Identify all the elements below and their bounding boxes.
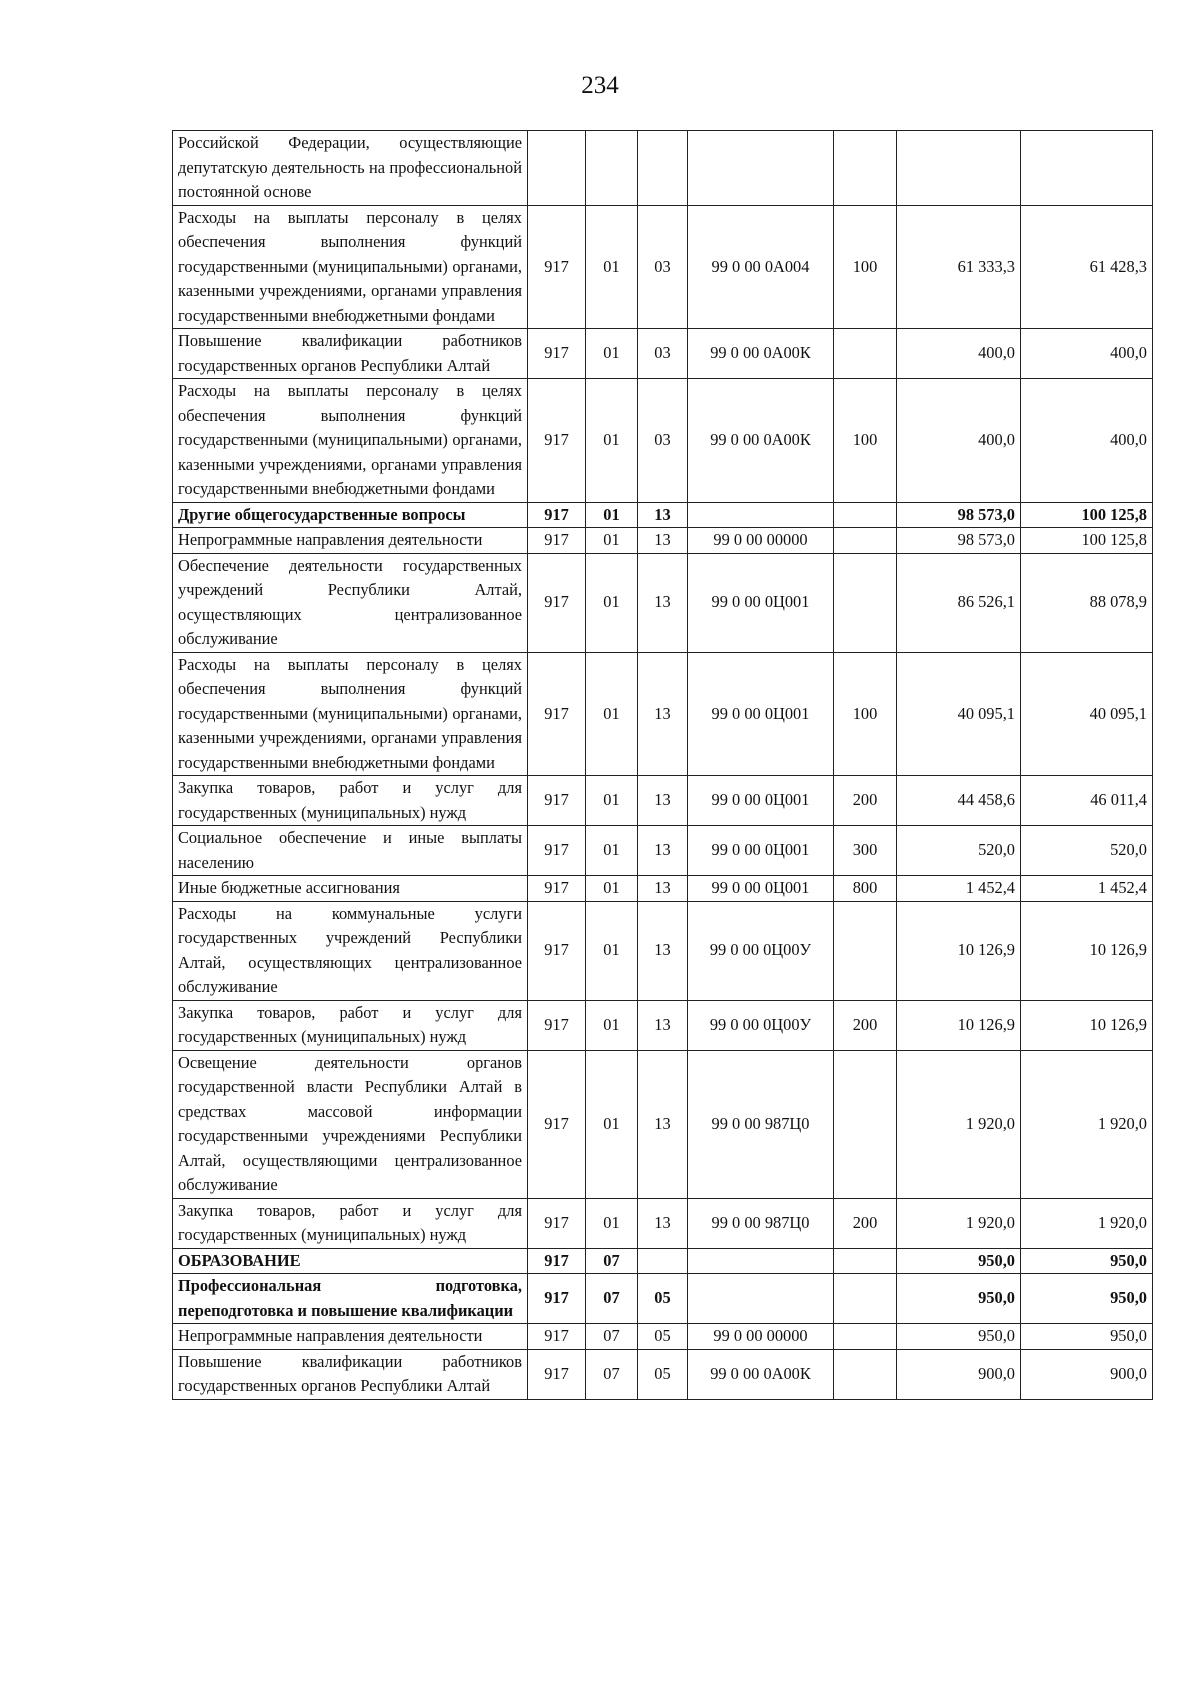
cell-admin-code: 917 xyxy=(528,1000,586,1050)
cell-subsection: 13 xyxy=(638,652,688,776)
cell-expense-type xyxy=(834,528,897,554)
cell-section: 01 xyxy=(586,776,638,826)
cell-name: Закупка товаров, работ и услуг для государственных (муниципальных) нужд xyxy=(173,1000,528,1050)
cell-amount-year2: 10 126,9 xyxy=(1021,1000,1153,1050)
cell-admin-code: 917 xyxy=(528,379,586,503)
cell-target-article: 99 0 00 987Ц0 xyxy=(688,1198,834,1248)
cell-name: Другие общегосударственные вопросы xyxy=(173,502,528,528)
cell-name: Расходы на выплаты персоналу в целях обеспечения выполнения функций государственными (муниципальными) органами, казенными учреждениями, органами управления государственными внебюджетными фондами xyxy=(173,652,528,776)
cell-target-article: 99 0 00 0Ц00У xyxy=(688,1000,834,1050)
cell-name: Социальное обеспечение и иные выплаты населению xyxy=(173,826,528,876)
cell-expense-type: 200 xyxy=(834,776,897,826)
cell-expense-type: 100 xyxy=(834,205,897,329)
cell-name: Российской Федерации, осуществляющие депутатскую деятельность на профессиональной постоянной основе xyxy=(173,131,528,206)
cell-subsection: 05 xyxy=(638,1324,688,1350)
table-row xyxy=(173,901,1153,1000)
cell-amount-year1: 1 920,0 xyxy=(897,1050,1021,1198)
cell-section: 01 xyxy=(586,876,638,902)
table-row xyxy=(173,379,1153,503)
cell-expense-type: 100 xyxy=(834,652,897,776)
table-row xyxy=(173,205,1153,329)
cell-target-article: 99 0 00 0А00К xyxy=(688,379,834,503)
cell-name: Непрограммные направления деятельности xyxy=(173,1324,528,1350)
cell-name: ОБРАЗОВАНИЕ xyxy=(173,1248,528,1274)
cell-subsection: 13 xyxy=(638,776,688,826)
cell-admin-code: 917 xyxy=(528,876,586,902)
cell-amount-year1: 40 095,1 xyxy=(897,652,1021,776)
cell-admin-code xyxy=(528,131,586,206)
table-row xyxy=(173,553,1153,652)
cell-admin-code: 917 xyxy=(528,1349,586,1399)
cell-amount-year2: 900,0 xyxy=(1021,1349,1153,1399)
cell-target-article: 99 0 00 0Ц001 xyxy=(688,826,834,876)
cell-subsection: 13 xyxy=(638,1050,688,1198)
cell-expense-type xyxy=(834,553,897,652)
table-row xyxy=(173,1000,1153,1050)
cell-expense-type xyxy=(834,1324,897,1350)
cell-target-article xyxy=(688,1248,834,1274)
cell-target-article: 99 0 00 0Ц00У xyxy=(688,901,834,1000)
cell-amount-year1: 61 333,3 xyxy=(897,205,1021,329)
table-row xyxy=(173,652,1153,776)
cell-target-article: 99 0 00 0Ц001 xyxy=(688,776,834,826)
table-row xyxy=(173,1324,1153,1350)
cell-name: Закупка товаров, работ и услуг для государственных (муниципальных) нужд xyxy=(173,1198,528,1248)
cell-admin-code: 917 xyxy=(528,1324,586,1350)
cell-expense-type xyxy=(834,502,897,528)
cell-name: Обеспечение деятельности государственных учреждений Республики Алтай, осуществляющих централизованное обслуживание xyxy=(173,553,528,652)
cell-section: 01 xyxy=(586,329,638,379)
cell-name: Повышение квалификации работников государственных органов Республики Алтай xyxy=(173,1349,528,1399)
cell-amount-year1: 10 126,9 xyxy=(897,1000,1021,1050)
cell-section: 01 xyxy=(586,502,638,528)
cell-section: 07 xyxy=(586,1349,638,1399)
cell-expense-type: 200 xyxy=(834,1000,897,1050)
cell-amount-year2: 950,0 xyxy=(1021,1324,1153,1350)
cell-expense-type xyxy=(834,131,897,206)
cell-name: Освещение деятельности органов государственной власти Республики Алтай в средствах массовой информации государственными учреждениями Республики Алтай, осуществляющими централизованное обслуживание xyxy=(173,1050,528,1198)
cell-admin-code: 917 xyxy=(528,652,586,776)
cell-target-article xyxy=(688,131,834,206)
cell-amount-year2: 520,0 xyxy=(1021,826,1153,876)
cell-admin-code: 917 xyxy=(528,329,586,379)
cell-expense-type xyxy=(834,1349,897,1399)
cell-admin-code: 917 xyxy=(528,1274,586,1324)
cell-expense-type xyxy=(834,1050,897,1198)
cell-target-article: 99 0 00 0А00К xyxy=(688,1349,834,1399)
cell-name: Профессиональная подготовка, переподготовка и повышение квалификации xyxy=(173,1274,528,1324)
cell-name: Иные бюджетные ассигнования xyxy=(173,876,528,902)
cell-target-article: 99 0 00 0А00К xyxy=(688,329,834,379)
cell-amount-year2: 46 011,4 xyxy=(1021,776,1153,826)
cell-admin-code: 917 xyxy=(528,205,586,329)
cell-amount-year1: 1 452,4 xyxy=(897,876,1021,902)
cell-target-article: 99 0 00 00000 xyxy=(688,1324,834,1350)
cell-target-article: 99 0 00 00000 xyxy=(688,528,834,554)
cell-target-article: 99 0 00 0Ц001 xyxy=(688,652,834,776)
cell-amount-year2: 100 125,8 xyxy=(1021,528,1153,554)
cell-amount-year2: 1 452,4 xyxy=(1021,876,1153,902)
cell-target-article: 99 0 00 0Ц001 xyxy=(688,876,834,902)
cell-name: Расходы на выплаты персоналу в целях обеспечения выполнения функций государственными (муниципальными) органами, казенными учреждениями, органами управления государственными внебюджетными фондами xyxy=(173,205,528,329)
table-row xyxy=(173,876,1153,902)
cell-target-article: 99 0 00 0А004 xyxy=(688,205,834,329)
table-row xyxy=(173,1274,1153,1324)
cell-amount-year2: 61 428,3 xyxy=(1021,205,1153,329)
cell-admin-code: 917 xyxy=(528,528,586,554)
table-row xyxy=(173,1050,1153,1198)
table-row xyxy=(173,826,1153,876)
cell-name: Непрограммные направления деятельности xyxy=(173,528,528,554)
cell-amount-year1: 520,0 xyxy=(897,826,1021,876)
cell-target-article: 99 0 00 987Ц0 xyxy=(688,1050,834,1198)
cell-amount-year1: 950,0 xyxy=(897,1248,1021,1274)
cell-subsection xyxy=(638,1248,688,1274)
cell-expense-type: 100 xyxy=(834,379,897,503)
cell-expense-type xyxy=(834,329,897,379)
cell-admin-code: 917 xyxy=(528,553,586,652)
cell-amount-year1: 900,0 xyxy=(897,1349,1021,1399)
cell-subsection xyxy=(638,131,688,206)
budget-table xyxy=(172,130,1153,1400)
table-row xyxy=(173,776,1153,826)
cell-section: 01 xyxy=(586,901,638,1000)
table-row xyxy=(173,1198,1153,1248)
table-row xyxy=(173,1248,1153,1274)
cell-amount-year2: 40 095,1 xyxy=(1021,652,1153,776)
cell-amount-year2: 400,0 xyxy=(1021,329,1153,379)
cell-amount-year1: 950,0 xyxy=(897,1324,1021,1350)
cell-amount-year2: 88 078,9 xyxy=(1021,553,1153,652)
cell-admin-code: 917 xyxy=(528,1248,586,1274)
table-row xyxy=(173,329,1153,379)
cell-section: 01 xyxy=(586,1198,638,1248)
cell-admin-code: 917 xyxy=(528,1050,586,1198)
cell-section: 01 xyxy=(586,528,638,554)
cell-amount-year1: 98 573,0 xyxy=(897,528,1021,554)
cell-subsection: 13 xyxy=(638,901,688,1000)
cell-section: 01 xyxy=(586,1000,638,1050)
cell-admin-code: 917 xyxy=(528,776,586,826)
cell-target-article xyxy=(688,1274,834,1324)
cell-expense-type xyxy=(834,1274,897,1324)
cell-amount-year2: 950,0 xyxy=(1021,1274,1153,1324)
cell-amount-year2: 1 920,0 xyxy=(1021,1050,1153,1198)
cell-admin-code: 917 xyxy=(528,901,586,1000)
cell-section: 01 xyxy=(586,379,638,503)
table-row xyxy=(173,528,1153,554)
cell-amount-year1: 1 920,0 xyxy=(897,1198,1021,1248)
cell-expense-type xyxy=(834,901,897,1000)
cell-amount-year1 xyxy=(897,131,1021,206)
cell-amount-year1: 400,0 xyxy=(897,379,1021,503)
cell-section xyxy=(586,131,638,206)
cell-section: 07 xyxy=(586,1274,638,1324)
cell-subsection: 13 xyxy=(638,1000,688,1050)
table-row xyxy=(173,131,1153,206)
cell-subsection: 13 xyxy=(638,502,688,528)
cell-subsection: 13 xyxy=(638,1198,688,1248)
cell-section: 01 xyxy=(586,1050,638,1198)
table-row xyxy=(173,502,1153,528)
cell-amount-year2: 950,0 xyxy=(1021,1248,1153,1274)
cell-section: 07 xyxy=(586,1248,638,1274)
cell-expense-type: 800 xyxy=(834,876,897,902)
cell-subsection: 03 xyxy=(638,379,688,503)
cell-expense-type: 300 xyxy=(834,826,897,876)
cell-name: Повышение квалификации работников государственных органов Республики Алтай xyxy=(173,329,528,379)
cell-amount-year1: 44 458,6 xyxy=(897,776,1021,826)
cell-amount-year1: 10 126,9 xyxy=(897,901,1021,1000)
cell-amount-year2: 100 125,8 xyxy=(1021,502,1153,528)
cell-expense-type xyxy=(834,1248,897,1274)
page-number: 234 xyxy=(581,72,619,99)
cell-name: Расходы на выплаты персоналу в целях обеспечения выполнения функций государственными (муниципальными) органами, казенными учреждениями, органами управления государственными внебюджетными фондами xyxy=(173,379,528,503)
cell-subsection: 05 xyxy=(638,1349,688,1399)
cell-amount-year2: 10 126,9 xyxy=(1021,901,1153,1000)
cell-section: 01 xyxy=(586,553,638,652)
cell-subsection: 13 xyxy=(638,826,688,876)
cell-section: 07 xyxy=(586,1324,638,1350)
cell-subsection: 13 xyxy=(638,553,688,652)
cell-section: 01 xyxy=(586,652,638,776)
cell-name: Расходы на коммунальные услуги государственных учреждений Республики Алтай, осуществляющих централизованное обслуживание xyxy=(173,901,528,1000)
cell-amount-year2: 400,0 xyxy=(1021,379,1153,503)
cell-name: Закупка товаров, работ и услуг для государственных (муниципальных) нужд xyxy=(173,776,528,826)
table-row xyxy=(173,1349,1153,1399)
cell-subsection: 05 xyxy=(638,1274,688,1324)
cell-admin-code: 917 xyxy=(528,502,586,528)
cell-subsection: 13 xyxy=(638,876,688,902)
cell-amount-year1: 86 526,1 xyxy=(897,553,1021,652)
cell-admin-code: 917 xyxy=(528,826,586,876)
cell-expense-type: 200 xyxy=(834,1198,897,1248)
cell-section: 01 xyxy=(586,826,638,876)
cell-target-article xyxy=(688,502,834,528)
cell-subsection: 03 xyxy=(638,329,688,379)
cell-amount-year1: 950,0 xyxy=(897,1274,1021,1324)
cell-amount-year1: 98 573,0 xyxy=(897,502,1021,528)
cell-amount-year1: 400,0 xyxy=(897,329,1021,379)
cell-subsection: 13 xyxy=(638,528,688,554)
cell-subsection: 03 xyxy=(638,205,688,329)
cell-target-article: 99 0 00 0Ц001 xyxy=(688,553,834,652)
cell-section: 01 xyxy=(586,205,638,329)
cell-amount-year2 xyxy=(1021,131,1153,206)
cell-amount-year2: 1 920,0 xyxy=(1021,1198,1153,1248)
cell-admin-code: 917 xyxy=(528,1198,586,1248)
